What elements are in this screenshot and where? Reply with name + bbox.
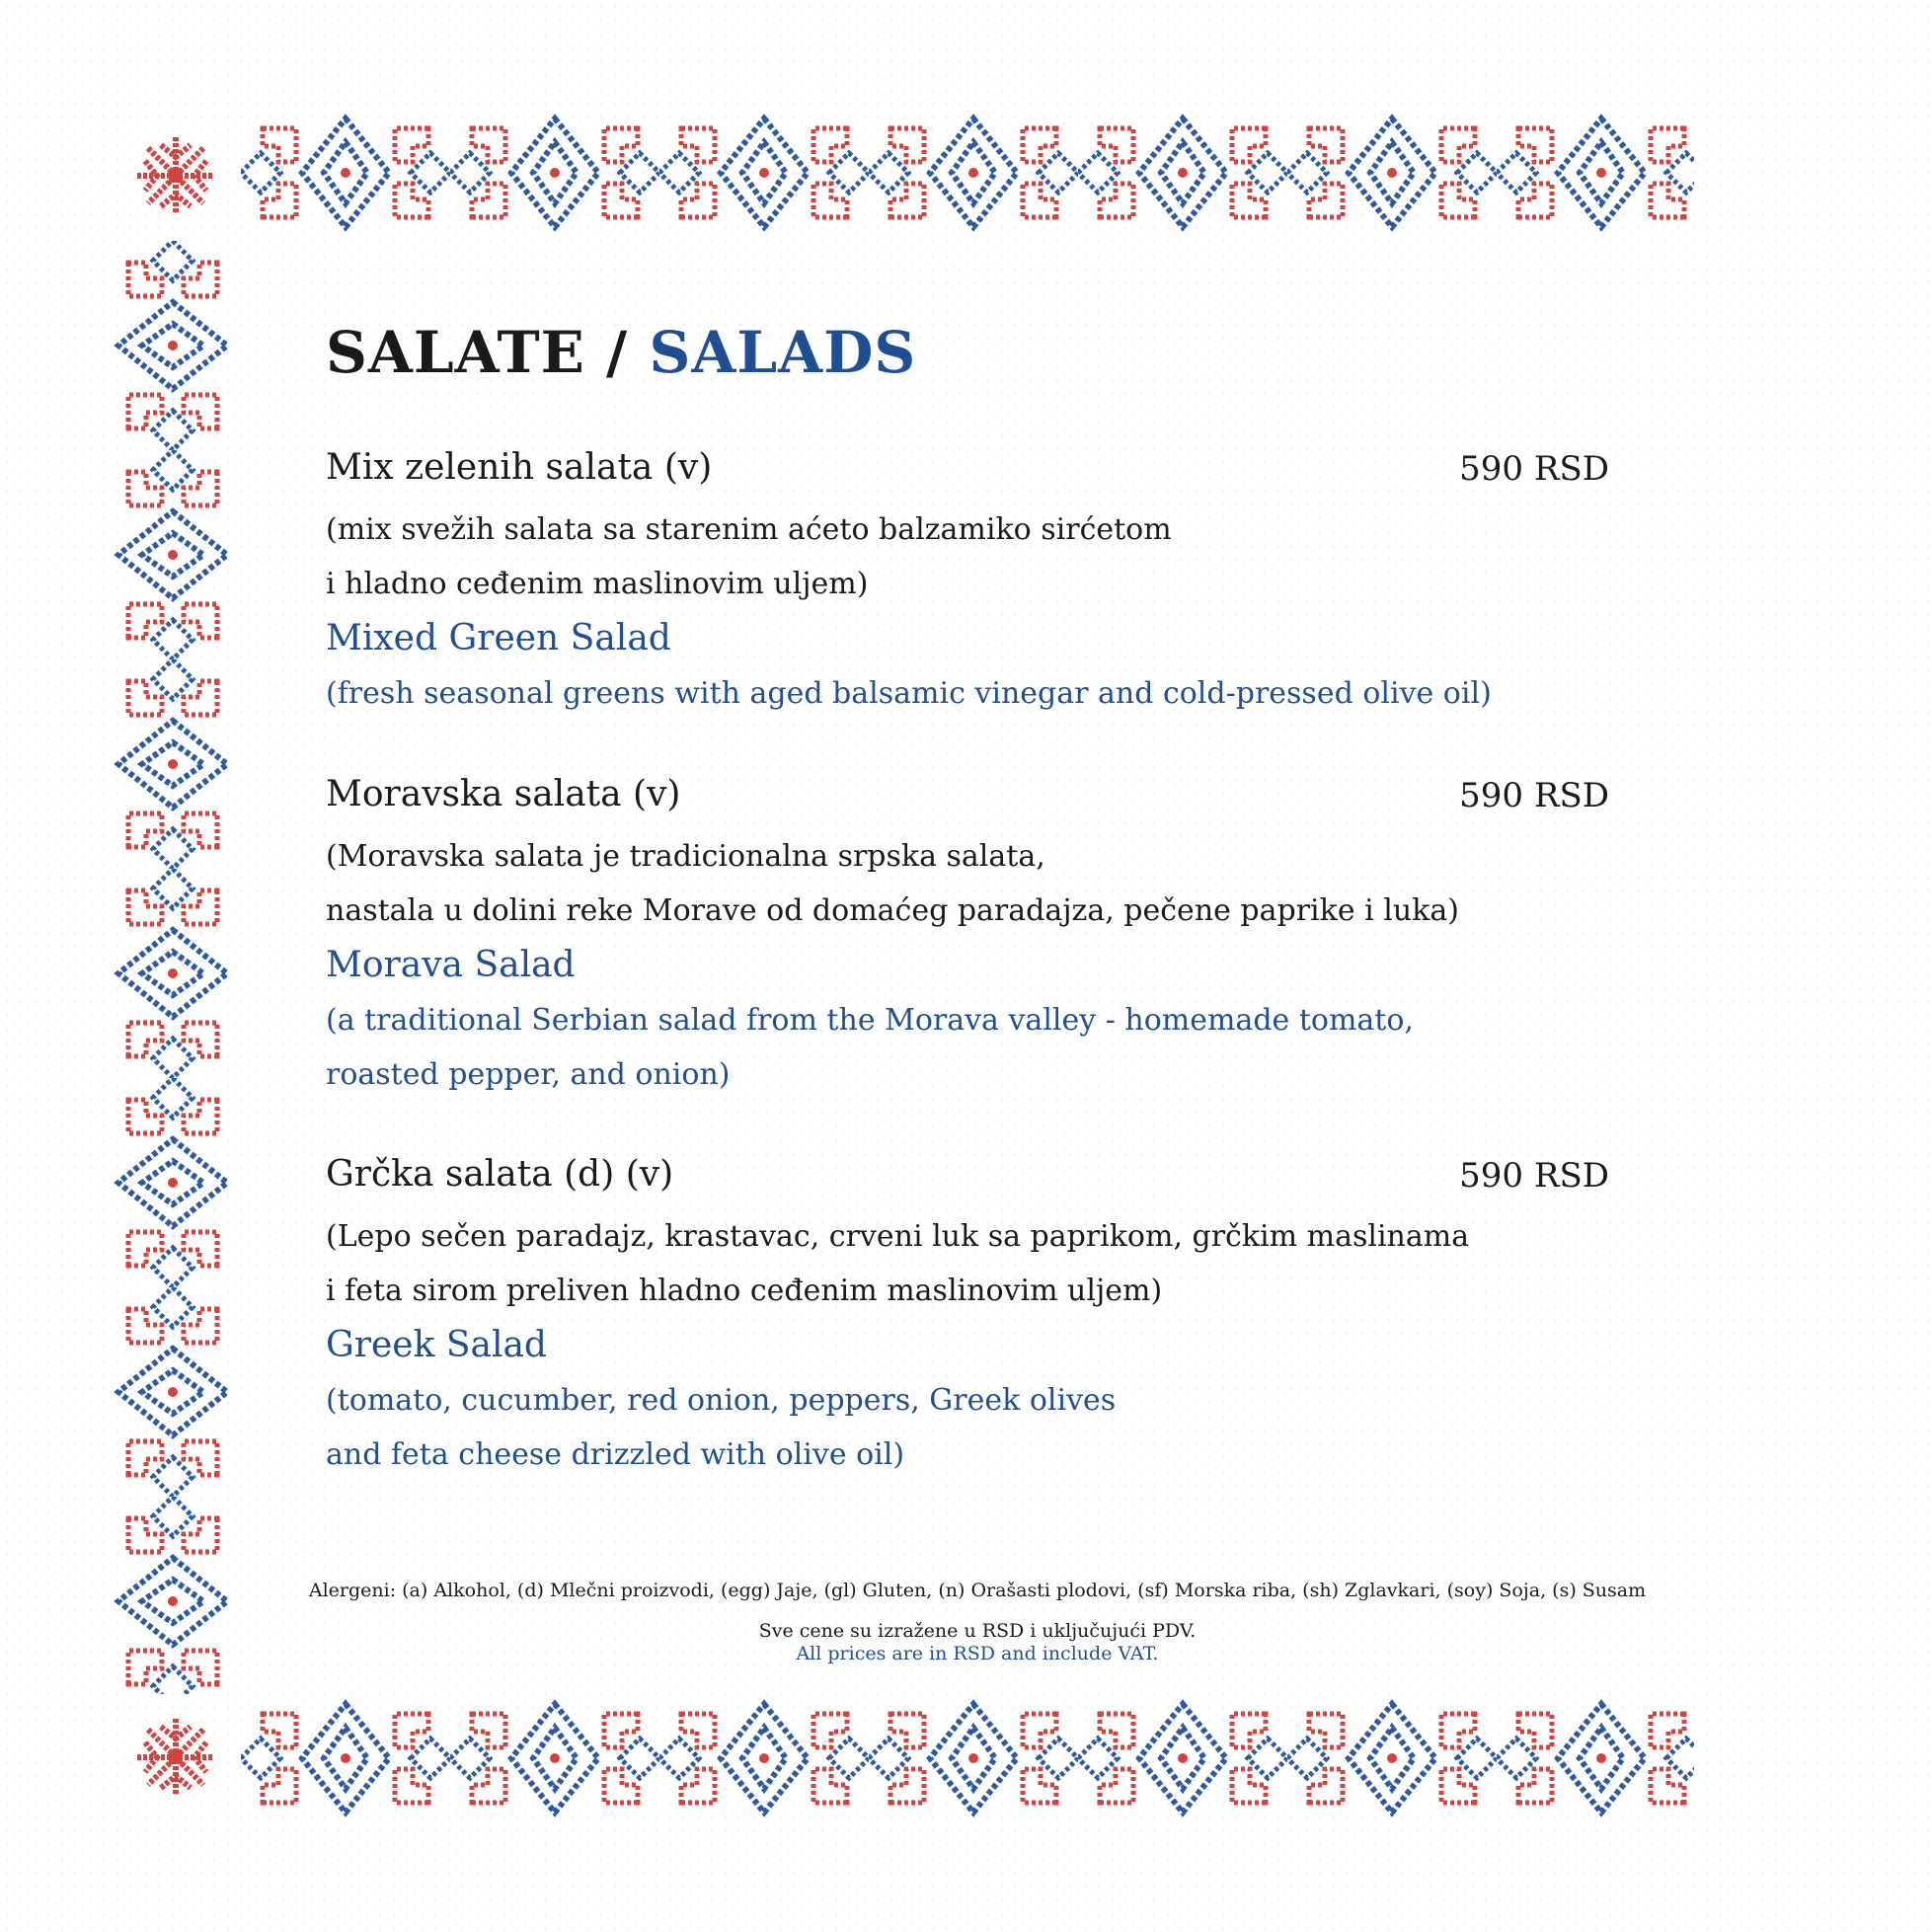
item-description-serbian: (mix svežih salata sa starenim aćeto balzamiko sirćetom <box>326 512 1172 547</box>
item-description-english: roasted pepper, and onion) <box>326 1057 731 1092</box>
item-price: 590 RSD <box>1459 776 1609 815</box>
item-description-serbian: nastala u dolini reke Morave od domaćeg paradajza, pečene paprike i luka) <box>326 893 1459 928</box>
menu-item-mixed-green-salad <box>326 447 1609 721</box>
item-description-serbian: (Lepo sečen paradajz, krastavac, crveni luk sa paprikom, grčkim maslinama <box>326 1219 1470 1254</box>
page-title <box>326 319 917 386</box>
title-serbian: SALATE / <box>326 319 629 386</box>
item-name-serbian: Moravska salata (v) <box>326 774 681 814</box>
item-description-serbian: (Moravska salata je tradicionalna srpska salata, <box>326 839 1045 874</box>
item-name-english: Greek Salad <box>326 1325 547 1365</box>
item-description-english: (a traditional Serbian salad from the Morava valley - homemade tomato, <box>326 1003 1414 1038</box>
item-name-english: Mixed Green Salad <box>326 618 671 658</box>
item-price: 590 RSD <box>1459 449 1609 489</box>
item-description-english: and feta cheese drizzled with olive oil) <box>326 1437 905 1472</box>
snowflake-icon <box>131 131 220 220</box>
item-name-serbian: Mix zelenih salata (v) <box>326 447 713 488</box>
menu-item-morava-salad <box>326 774 1609 1102</box>
item-name-serbian: Grčka salata (d) (v) <box>326 1154 674 1195</box>
item-description-serbian: i hladno ceđenim maslinovim uljem) <box>326 567 869 601</box>
menu-item-greek-salad <box>326 1154 1609 1482</box>
left-border-embroidery <box>111 241 235 1694</box>
title-english: SALADS <box>649 319 917 386</box>
item-description-english: (fresh seasonal greens with aged balsamic vinegar and cold-pressed olive oil) <box>326 676 1492 711</box>
allergens-note: Alergeni: (a) Alkohol, (d) Mlečni proizvodi, (egg) Jaje, (gl) Gluten, (n) Orašasti plodovi, (sf) Morska riba, (sh) Zglavkari, (soy) Soja, (s) Susam <box>308 1580 1647 1601</box>
snowflake-icon <box>131 1713 220 1802</box>
prices-note-serbian: Sve cene su izražene u RSD i uključujući PDV. <box>758 1620 1197 1642</box>
item-description-english: (tomato, cucumber, red onion, peppers, Greek olives <box>326 1383 1117 1418</box>
item-description-serbian: i feta sirom preliven hladno ceđenim maslinovim uljem) <box>326 1274 1163 1308</box>
item-name-english: Morava Salad <box>326 945 576 985</box>
prices-note-english: All prices are in RSD and include VAT. <box>796 1643 1159 1664</box>
item-price: 590 RSD <box>1459 1156 1609 1196</box>
bottom-border-embroidery <box>241 1696 1694 1820</box>
top-border-embroidery <box>241 111 1694 235</box>
